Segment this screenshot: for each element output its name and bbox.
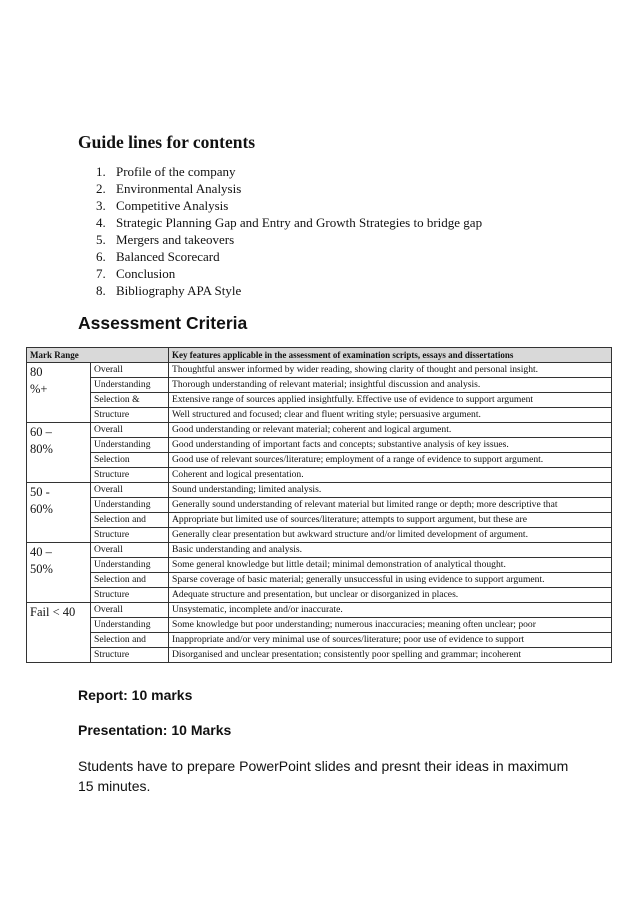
criterion-description: Good understanding or relevant material; coherent and logical argument. xyxy=(169,423,612,438)
table-row xyxy=(27,603,612,618)
assessment-criteria-table xyxy=(26,347,612,663)
criterion-description: Disorganised and unclear presentation; consistently poor spelling and grammar; incoherent xyxy=(169,648,612,663)
criterion-label: Overall xyxy=(91,483,169,498)
presentation-marks: Presentation: 10 Marks xyxy=(78,722,232,738)
guide-item-number: 6. xyxy=(96,249,106,264)
table-row xyxy=(27,393,612,408)
mark-range-line: 40 – xyxy=(30,545,52,559)
key-features-header: Key features applicable in the assessment of examination scripts, essays and dissertations xyxy=(169,348,612,363)
criterion-label: Overall xyxy=(91,543,169,558)
table-row xyxy=(27,453,612,468)
criterion-description: Good understanding of important facts and concepts; substantive analysis of key issues. xyxy=(169,438,612,453)
guide-list-item xyxy=(96,282,482,299)
mark-range-cell xyxy=(27,543,91,603)
criterion-label: Structure xyxy=(91,528,169,543)
mark-range-line: 50 - xyxy=(30,485,50,499)
table-header-row xyxy=(27,348,612,363)
mark-range-cell xyxy=(27,363,91,423)
table-row xyxy=(27,618,612,633)
guide-item-text: Conclusion xyxy=(116,266,176,281)
table-row xyxy=(27,573,612,588)
guide-list-item xyxy=(96,180,482,197)
table-row xyxy=(27,423,612,438)
criterion-description: Sound understanding; limited analysis. xyxy=(169,483,612,498)
criterion-label: Overall xyxy=(91,423,169,438)
criterion-label: Understanding xyxy=(91,438,169,453)
criterion-description: Coherent and logical presentation. xyxy=(169,468,612,483)
guide-list-item xyxy=(96,214,482,231)
table-row xyxy=(27,558,612,573)
criterion-description: Good use of relevant sources/literature; employment of a range of evidence to support argument. xyxy=(169,453,612,468)
criterion-label: Selection and xyxy=(91,633,169,648)
criterion-label: Understanding xyxy=(91,498,169,513)
criterion-description: Basic understanding and analysis. xyxy=(169,543,612,558)
guide-list-item xyxy=(96,197,482,214)
table-row xyxy=(27,633,612,648)
guide-list-item xyxy=(96,163,482,180)
table-row xyxy=(27,528,612,543)
guide-item-number: 4. xyxy=(96,215,106,230)
guide-item-text: Bibliography APA Style xyxy=(116,283,242,298)
mark-range-line: 80% xyxy=(30,442,53,456)
guide-item-number: 5. xyxy=(96,232,106,247)
mark-range-cell xyxy=(27,483,91,543)
criterion-description: Thorough understanding of relevant material; insightful discussion and analysis. xyxy=(169,378,612,393)
criterion-description: Generally clear presentation but awkward structure and/or limited development of argument. xyxy=(169,528,612,543)
criterion-label: Selection and xyxy=(91,513,169,528)
table-row xyxy=(27,378,612,393)
criterion-description: Inappropriate and/or very minimal use of sources/literature; poor use of evidence to support xyxy=(169,633,612,648)
criterion-description: Well structured and focused; clear and fluent writing style; persuasive argument. xyxy=(169,408,612,423)
mark-range-header: Mark Range xyxy=(27,348,169,363)
guide-item-text: Mergers and takeovers xyxy=(116,232,235,247)
criterion-description: Unsystematic, incomplete and/or inaccurate. xyxy=(169,603,612,618)
criterion-label: Overall xyxy=(91,603,169,618)
guide-list-item xyxy=(96,248,482,265)
report-marks: Report: 10 marks xyxy=(78,687,193,703)
guide-item-text: Strategic Planning Gap and Entry and Growth Strategies to bridge gap xyxy=(116,215,483,230)
guide-list-item xyxy=(96,231,482,248)
criterion-label: Understanding xyxy=(91,558,169,573)
assessment-title: Assessment Criteria xyxy=(78,313,248,333)
guide-list xyxy=(96,163,482,299)
students-instructions: Students have to prepare PowerPoint slides and presnt their ideas in maximum 15 minutes. xyxy=(78,758,569,794)
criterion-label: Structure xyxy=(91,648,169,663)
criterion-description: Sparse coverage of basic material; generally unsuccessful in using evidence to support argument. xyxy=(169,573,612,588)
criterion-label: Selection and xyxy=(91,573,169,588)
table-row xyxy=(27,543,612,558)
criterion-label: Structure xyxy=(91,588,169,603)
mark-range-line: 50% xyxy=(30,562,53,576)
table-row xyxy=(27,648,612,663)
mark-range-line: %+ xyxy=(30,382,48,396)
mark-range-cell xyxy=(27,423,91,483)
table-row xyxy=(27,498,612,513)
guide-item-text: Environmental Analysis xyxy=(116,181,242,196)
criterion-label: Understanding xyxy=(91,378,169,393)
mark-range-cell xyxy=(27,603,91,663)
guide-list-item xyxy=(96,265,482,282)
criterion-description: Extensive range of sources applied insightfully. Effective use of evidence to support argument xyxy=(169,393,612,408)
table-row xyxy=(27,483,612,498)
criterion-label: Understanding xyxy=(91,618,169,633)
criterion-label: Structure xyxy=(91,408,169,423)
table-row xyxy=(27,513,612,528)
guide-item-text: Profile of the company xyxy=(116,164,236,179)
table-row xyxy=(27,408,612,423)
table-row xyxy=(27,363,612,378)
guide-item-number: 7. xyxy=(96,266,106,281)
criterion-description: Appropriate but limited use of sources/literature; attempts to support argument, but these are xyxy=(169,513,612,528)
guide-item-number: 2. xyxy=(96,181,106,196)
criterion-description: Thoughtful answer informed by wider reading, showing clarity of thought and personal insight. xyxy=(169,363,612,378)
table-row xyxy=(27,438,612,453)
guide-title: Guide lines for contents xyxy=(78,132,256,152)
guide-item-number: 1. xyxy=(96,164,106,179)
table-row xyxy=(27,468,612,483)
guide-item-number: 8. xyxy=(96,283,106,298)
guide-item-number: 3. xyxy=(96,198,106,213)
criterion-description: Adequate structure and presentation, but unclear or disorganized in places. xyxy=(169,588,612,603)
criterion-description: Generally sound understanding of relevant material but limited range or depth; more descriptive that xyxy=(169,498,612,513)
criterion-label: Structure xyxy=(91,468,169,483)
criterion-description: Some general knowledge but little detail; minimal demonstration of analytical thought. xyxy=(169,558,612,573)
criterion-description: Some knowledge but poor understanding; numerous inaccuracies; meaning often unclear; poor xyxy=(169,618,612,633)
mark-range-line: 80 xyxy=(30,365,43,379)
table-row xyxy=(27,588,612,603)
mark-range-line: 60 – xyxy=(30,425,52,439)
guide-item-text: Competitive Analysis xyxy=(116,198,229,213)
mark-range-line: Fail < 40 xyxy=(30,605,76,619)
mark-range-line: 60% xyxy=(30,502,53,516)
criterion-label: Overall xyxy=(91,363,169,378)
criterion-label: Selection & xyxy=(91,393,169,408)
guide-item-text: Balanced Scorecard xyxy=(116,249,220,264)
criterion-label: Selection xyxy=(91,453,169,468)
